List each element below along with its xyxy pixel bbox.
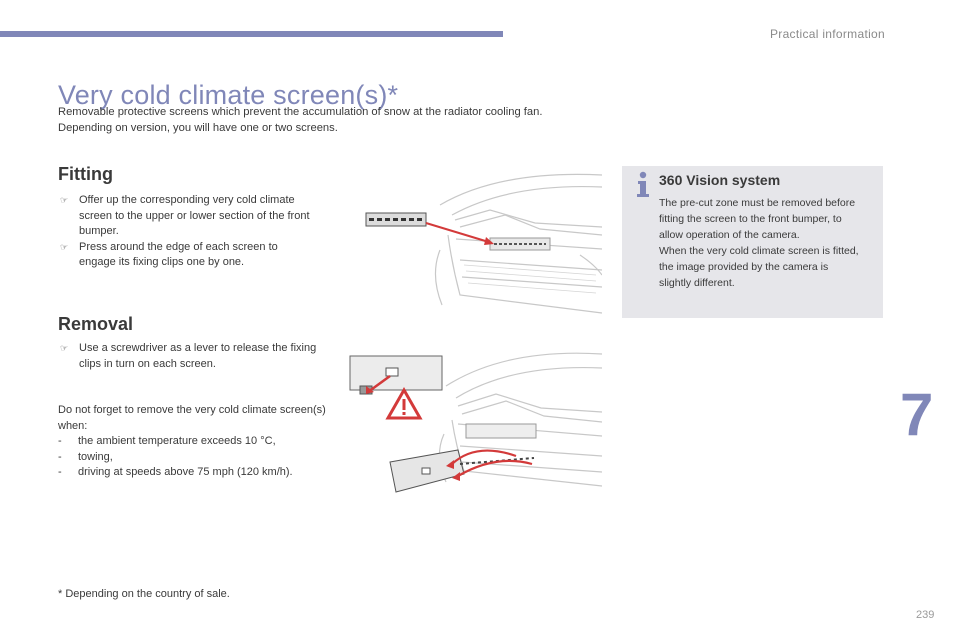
list-item: ☞ Press around the edge of each screen to engage its fixing clips one by one. <box>60 240 278 269</box>
intro-line: Depending on version, you will have one or two screens. <box>58 122 338 134</box>
info-icon <box>632 170 654 198</box>
page-title: Very cold climate screen(s)* <box>58 80 399 111</box>
removal-illustration <box>346 346 602 496</box>
section-name: Practical information <box>769 27 885 41</box>
list-item: - driving at speeds above 75 mph (120 km/h). <box>58 466 293 479</box>
pointing-hand-icon: ☞ <box>60 241 69 252</box>
info-paragraph: The pre-cut zone must be removed before fitting the screen to the front bumper, to allow operation of the camera. <box>659 197 856 241</box>
info-text <box>659 195 859 291</box>
pointing-hand-icon: ☞ <box>60 195 69 205</box>
note-intro: Do not forget to remove the very cold climate screen(s) when: <box>58 404 326 432</box>
page-number: 239 <box>916 609 935 621</box>
removal-heading: Removal <box>58 314 134 334</box>
list-item: ☞ Use a screwdriver as a lever to release the fixing clips in turn on each screen. <box>60 342 317 370</box>
removal-note <box>58 403 328 481</box>
list-item: - the ambient temperature exceeds 10 °C, <box>58 435 276 448</box>
fitting-heading: Fitting <box>58 164 113 184</box>
pointing-hand-icon: ☞ <box>60 343 69 353</box>
footnote: * Depending on the country of sale. <box>58 588 230 600</box>
info-heading: 360 Vision system <box>659 172 781 188</box>
intro-line: Removable protective screens which prevent the accumulation of snow at the radiator cooling fan. <box>58 106 543 118</box>
top-accent-bar <box>0 31 503 37</box>
fitting-list <box>58 193 316 271</box>
chapter-number: 7 <box>900 381 934 448</box>
warning-icon <box>388 390 420 418</box>
fitting-illustration <box>360 165 602 315</box>
info-paragraph: When the very cold climate screen is fitted, the image provided by the camera is slightly different. <box>659 245 859 289</box>
list-item: ☞ Offer up the corresponding very cold climate screen to the upper or lower section of the front bumper. <box>60 194 310 238</box>
removal-list <box>58 341 320 372</box>
arrow-icon <box>426 223 492 243</box>
info-box <box>622 166 883 318</box>
intro-text <box>58 104 638 136</box>
list-item: - towing, <box>58 450 113 463</box>
